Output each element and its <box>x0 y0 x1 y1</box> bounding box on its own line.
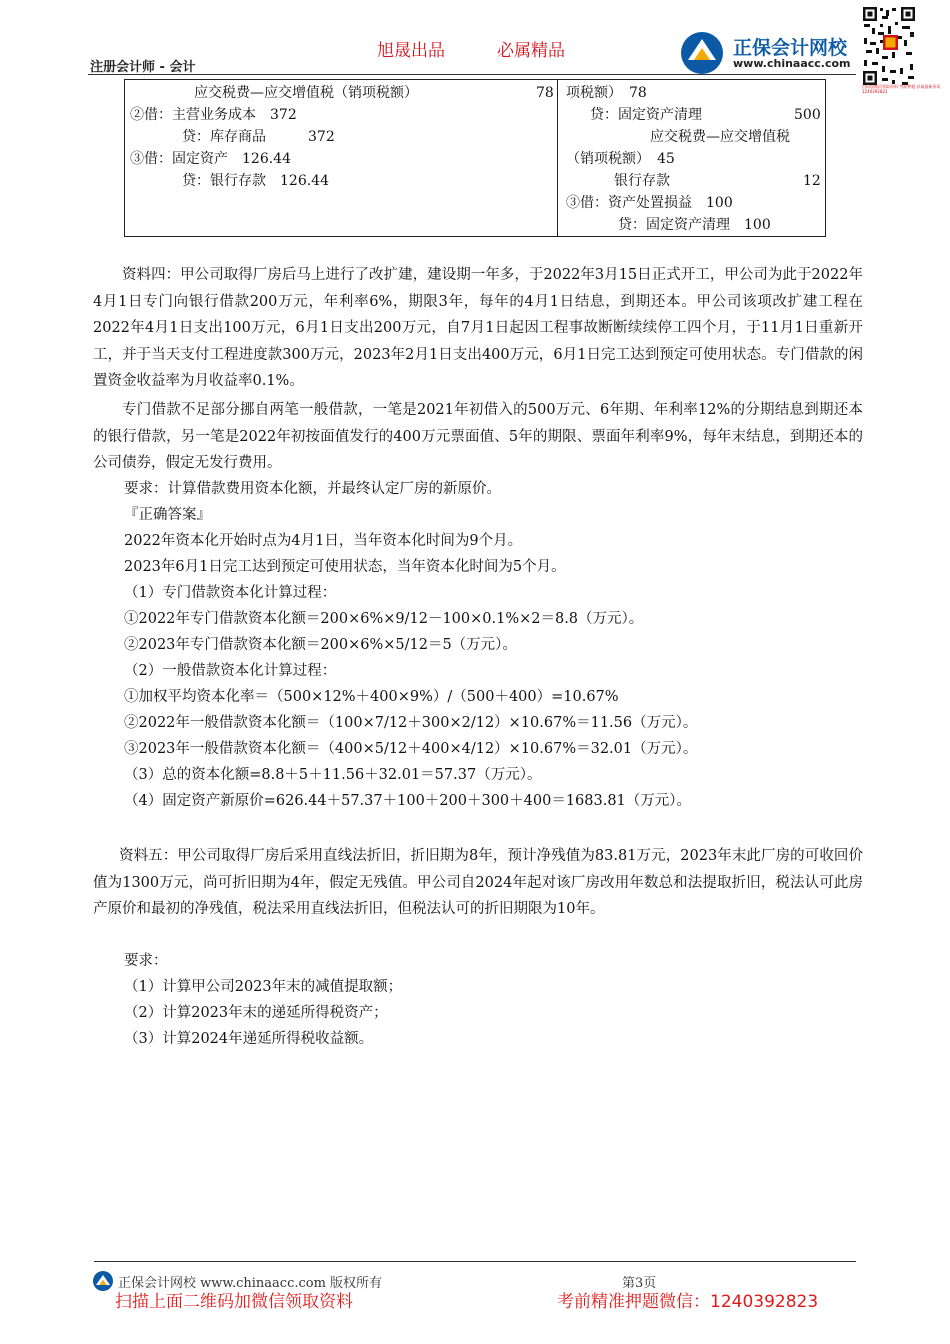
right-entry-line: （销项税额） 45 <box>566 151 675 167</box>
left-entry-line: ②借：主营业务成本 372 <box>130 107 297 123</box>
right-entry-line: ③借：资产处置损益 100 <box>566 195 733 211</box>
answer-line: （1）专门借款资本化计算过程： <box>124 585 337 601</box>
left-entry-line: 贷：银行存款 126.44 <box>182 173 329 189</box>
answer-line: ③2023年一般借款资本化额＝（400×5/12＋400×4/12）×10.67%＝32.01（万元）。 <box>124 741 698 757</box>
logo-url: www.chinaacc.com <box>733 57 851 70</box>
left-entry-line: 应交税费—应交增值税（销项税额） <box>194 85 418 101</box>
qr-code-icon[interactable] <box>862 6 916 86</box>
page-number: 第3页 <box>622 1276 657 1291</box>
material5-requirement: （3）计算2024年递延所得税收益额。 <box>124 1031 374 1047</box>
left-entry-line: 贷：库存商品 372 <box>182 129 335 145</box>
left-entry-amount: 78 <box>536 85 554 101</box>
qr-caption: 扫码加微信领取资料 考前押题 获取最新资讯 1240392823 <box>862 84 941 94</box>
right-entry-amount: 12 <box>803 173 821 189</box>
material5-paragraph: 资料五：甲公司取得厂房后采用直线法折旧，折旧期为8年，预计净残值为83.81万元，2023年末此厂房的可收回价值为1300万元，尚可折旧期为4年，假定无残值。甲公司自2024年起对该厂房改用年数总和法提取折旧，税法认可此房产原价和最初的净残值，税法采用直线法折旧，但税法认可的折旧期限为10年。 <box>93 848 863 917</box>
material4-requirement: 要求：计算借款费用资本化额，并最终认定厂房的新原价。 <box>124 481 501 497</box>
slogan-right: 必属精品 <box>497 41 565 61</box>
promo-wechat-left: 扫描上面二维码加微信领取资料 <box>115 1292 353 1312</box>
answer-line: ①加权平均资本化率＝（500×12%＋400×9%）/（500＋400）=10.67% <box>124 689 619 705</box>
slogan-left: 旭晟出品 <box>377 41 445 61</box>
answer-line: ②2023年专门借款资本化额＝200×6%×5/12＝5（万元）。 <box>124 637 517 653</box>
footer-copyright: 正保会计网校 www.chinaacc.com 版权所有 <box>118 1276 383 1291</box>
material5-requirement: （2）计算2023年末的递延所得税资产； <box>124 1005 388 1021</box>
answer-heading: 『正确答案』 <box>124 507 211 523</box>
document-subject: 注册会计师 - 会计 <box>90 60 196 75</box>
material4-paragraph: 资料四：甲公司取得厂房后马上进行了改扩建，建设期一年多，于2022年3月15日正式开工，甲公司为此于2022年4月1日专门向银行借款200万元，年利率6%，期限3年，每年的4月1日结息，到期还本。甲公司该项改扩建工程在2022年4月1日支出100万元，6月1日支出200万元，自7月1日起因工程事故断断续续停工四个月，于11月1日重新开工，并于当天支付工程进度款300万元，2023年2月1日支出400万元，6月1日完工达到预定可使用状态。专门借款的闲置资金收益率为月收益率0.1%。 <box>93 267 863 389</box>
answer-line: （3）总的资本化额=8.8＋5＋11.56＋32.01＝57.37（万元）。 <box>124 767 542 783</box>
right-entry-line: 项税额） 78 <box>566 85 647 101</box>
logo-name: 正保会计网校 <box>733 37 848 59</box>
right-entry-line: 贷：固定资产清理 100 <box>618 217 771 233</box>
footer-divider <box>94 1261 856 1262</box>
right-entry-amount: 500 <box>794 107 821 123</box>
material4-paragraph: 专门借款不足部分挪自两笔一般借款，一笔是2021年初借入的500万元、6年期、年利率12%的分期结息到期还本的银行借款，另一笔是2022年初按面值发行的400万元票面值、5年的期限、票面年利率9%，每年末结息，到期还本的公司债券，假定无发行费用。 <box>93 402 863 471</box>
answer-line: ②2022年一般借款资本化额＝（100×7/12＋300×2/12）×10.67%＝11.56（万元）。 <box>124 715 698 731</box>
promo-wechat-right: 考前精准押题微信：1240392823 <box>557 1292 819 1312</box>
table-column-divider <box>557 79 558 237</box>
left-entry-line: ③借：固定资产 126.44 <box>130 151 291 167</box>
answer-line: （2）一般借款资本化计算过程： <box>124 663 337 679</box>
answer-line: 2022年资本化开始时点为4月1日，当年资本化时间为9个月。 <box>124 533 523 549</box>
material5-requirement: （1）计算甲公司2023年末的减值提取额； <box>124 979 403 995</box>
right-entry-line: 应交税费—应交增值税 <box>650 129 790 145</box>
answer-line: （4）固定资产新原价=626.44＋57.37＋100＋200＋300＋400＝1683.81（万元）。 <box>124 793 692 809</box>
answer-line: 2023年6月1日完工达到预定可使用状态，当年资本化时间为5个月。 <box>124 559 566 575</box>
right-entry-line: 贷：固定资产清理 <box>590 107 702 123</box>
answer-line: ①2022年专门借款资本化额＝200×6%×9/12－100×0.1%×2＝8.8（万元）。 <box>124 611 644 627</box>
chinaacc-footer-logo-icon <box>92 1270 114 1292</box>
material5-requirement-title: 要求： <box>124 953 168 969</box>
right-entry-line: 银行存款 <box>614 173 670 189</box>
